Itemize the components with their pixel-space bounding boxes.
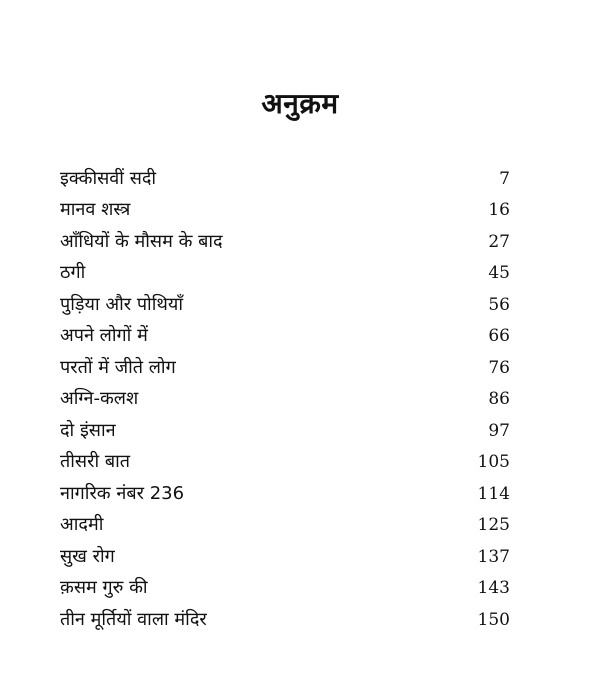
- toc-entry-title: अग्नि-कलश: [60, 388, 139, 410]
- toc-entry-page: 137: [477, 546, 510, 567]
- toc-entry-title: नागरिक नंबर 236: [60, 482, 185, 504]
- toc-entry-page: 66: [488, 326, 510, 347]
- toc-entry: [60, 604, 510, 636]
- page-title: अनुक्रम: [261, 87, 339, 120]
- toc-entry-page: 125: [477, 515, 510, 536]
- toc-entry-page: 86: [488, 389, 510, 410]
- toc-entry-title: आँधियों के मौसम के बाद: [60, 230, 223, 252]
- toc-entry: [60, 195, 510, 227]
- toc-entry-page: 143: [477, 578, 510, 599]
- toc-entry-page: 105: [477, 452, 510, 473]
- toc-entry-title: क़सम गुरु की: [60, 577, 148, 599]
- table-of-contents: [60, 163, 510, 636]
- toc-entry-title: परतों में जीते लोग: [60, 356, 176, 378]
- toc-entry-title: ठगी: [60, 262, 86, 284]
- toc-entry-title: दो इंसान: [60, 419, 116, 441]
- toc-entry: [60, 415, 510, 447]
- toc-entry-title: आदमी: [60, 514, 104, 536]
- toc-entry-page: 114: [477, 483, 510, 504]
- toc-entry-page: 7: [499, 168, 510, 189]
- toc-entry: [60, 258, 510, 290]
- toc-entry-page: 27: [488, 231, 510, 252]
- toc-entry: [60, 289, 510, 321]
- toc-entry-page: 56: [488, 294, 510, 315]
- toc-entry-title: इक्कीसवीं सदी: [60, 167, 157, 189]
- toc-entry-title: पुड़िया और पोथियाँ: [60, 293, 183, 315]
- toc-entry-title: सुख रोग: [60, 545, 115, 567]
- toc-entry-title: अपने लोगों में: [60, 325, 148, 347]
- toc-entry-page: 16: [488, 200, 510, 221]
- toc-entry: [60, 510, 510, 542]
- toc-entry: [60, 447, 510, 479]
- toc-entry-page: 97: [488, 420, 510, 441]
- toc-entry: [60, 321, 510, 353]
- toc-entry: [60, 541, 510, 573]
- toc-entry: [60, 352, 510, 384]
- toc-entry: [60, 226, 510, 258]
- toc-entry-page: 76: [488, 357, 510, 378]
- toc-entry-title: तीन मूर्तियों वाला मंदिर: [60, 608, 207, 630]
- toc-entry: [60, 163, 510, 195]
- toc-entry-title: मानव शस्त्र: [60, 199, 131, 221]
- toc-entry: [60, 384, 510, 416]
- toc-entry: [60, 573, 510, 605]
- toc-entry-title: तीसरी बात: [60, 451, 131, 473]
- toc-entry: [60, 478, 510, 510]
- toc-entry-page: 150: [477, 609, 510, 630]
- toc-entry-page: 45: [488, 263, 510, 284]
